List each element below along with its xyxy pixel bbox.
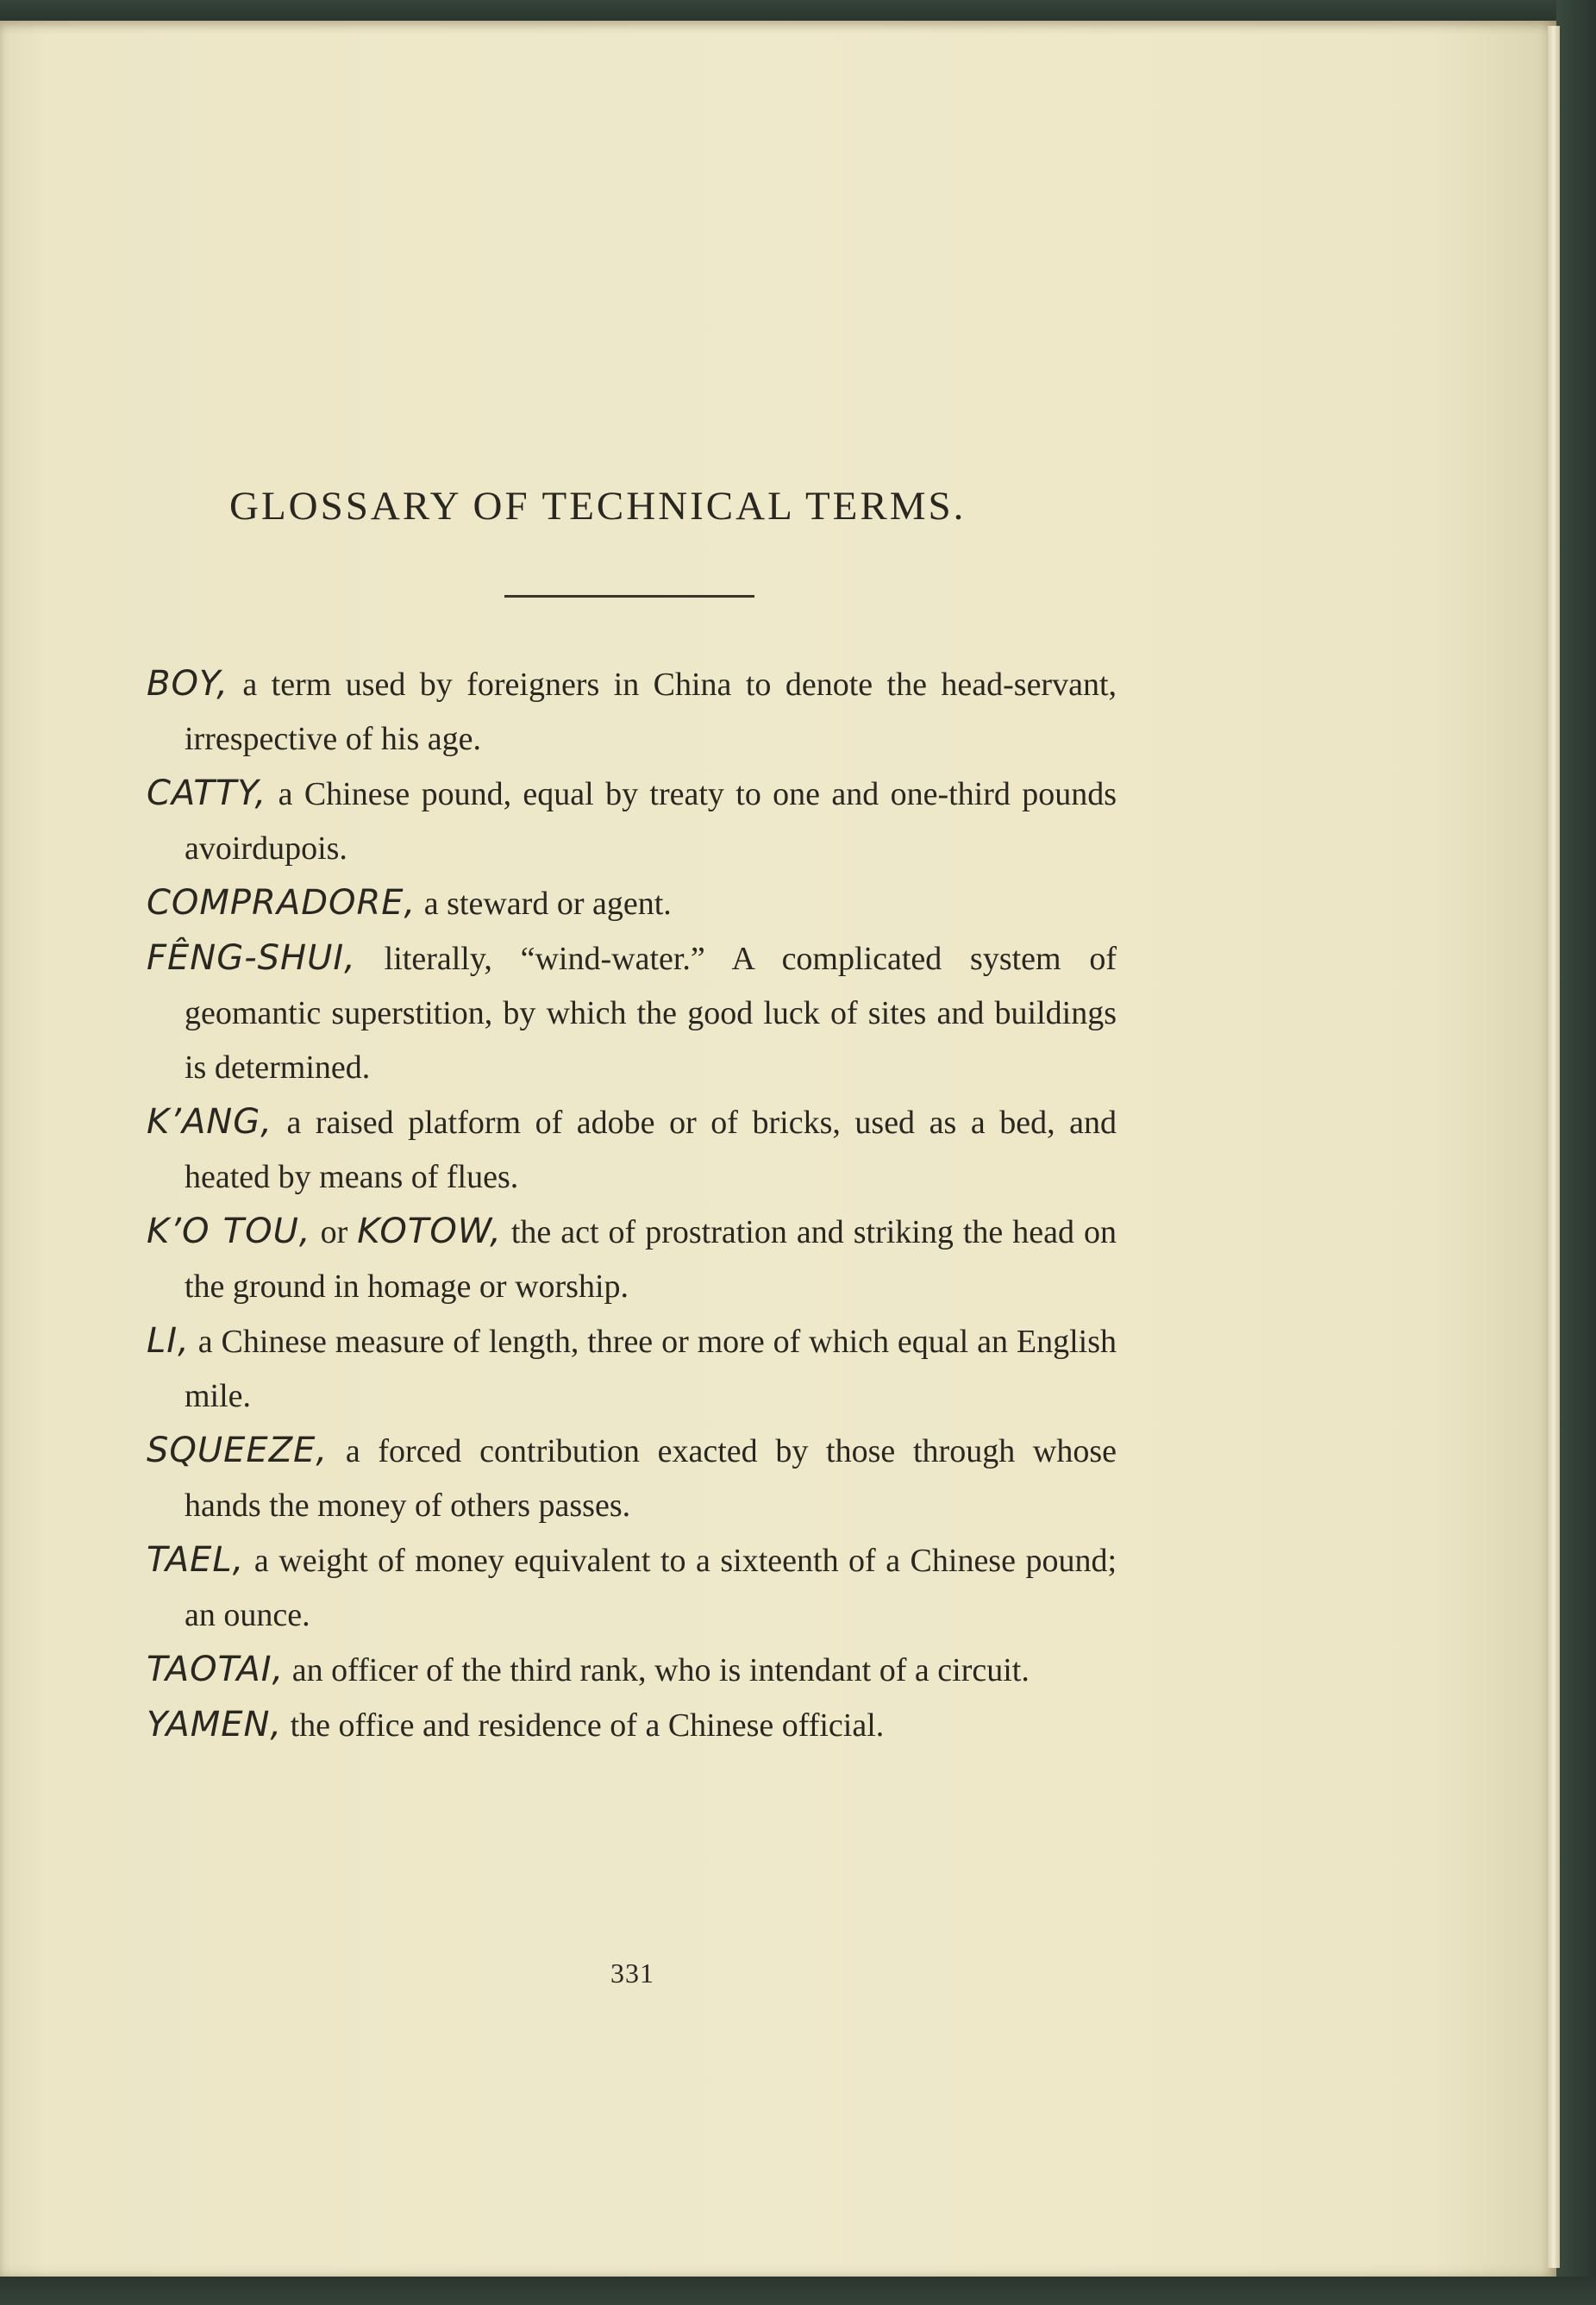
glossary-entry-boy xyxy=(147,657,1117,767)
glossary-term: YAMEN, xyxy=(147,1705,283,1744)
glossary-definition: the office and residence of a Chinese official. xyxy=(290,1707,885,1744)
page-title: GLOSSARY OF TECHNICAL TERMS. xyxy=(229,484,967,529)
glossary-term: TAOTAI, xyxy=(147,1650,285,1689)
glossary-definition: an officer of the third rank, who is intendant of a circuit. xyxy=(291,1652,1030,1688)
glossary-entry-squeeze xyxy=(147,1424,1117,1533)
glossary-connector: or xyxy=(320,1214,348,1250)
book-cover-top xyxy=(0,0,1596,21)
glossary-term: FÊNG-SHUI, xyxy=(147,938,356,978)
glossary-term: TAEL, xyxy=(147,1540,245,1580)
glossary-term: COMPRADORE, xyxy=(147,883,416,923)
glossary-term: SQUEEZE, xyxy=(147,1431,329,1470)
glossary-term: CATTY, xyxy=(147,774,267,813)
glossary-list xyxy=(147,657,1117,1753)
glossary-definition: a Chinese measure of length, three or more of which equal an English mile. xyxy=(185,1324,1117,1414)
glossary-entry-feng-shui xyxy=(147,931,1117,1095)
glossary-definition: a raised platform of adobe or of bricks, used as a bed, and heated by means of flues. xyxy=(185,1105,1117,1195)
glossary-entry-li xyxy=(147,1314,1117,1424)
glossary-entry-compradore xyxy=(147,876,1117,931)
glossary-entry-ko-tou xyxy=(147,1205,1117,1314)
book-cover-right xyxy=(1556,0,1596,2305)
page-number: 331 xyxy=(610,1957,654,1989)
glossary-definition: a forced contribution exacted by those through whose hands the money of others passes. xyxy=(185,1433,1117,1524)
glossary-definition: a steward or agent. xyxy=(423,886,672,922)
glossary-term: BOY, xyxy=(147,664,228,704)
glossary-term-alt: KOTOW, xyxy=(357,1212,502,1251)
glossary-term: K’ANG, xyxy=(147,1102,272,1142)
glossary-definition: literally, “wind-water.” A complicated system of geomantic superstition, by which the good luck of sites and buildings is determined. xyxy=(185,941,1117,1086)
glossary-entry-tael xyxy=(147,1533,1117,1643)
glossary-definition: a Chinese pound, equal by treaty to one and one-third pounds avoirdupois. xyxy=(185,776,1117,867)
page-edge xyxy=(1548,26,1560,2268)
glossary-entry-kang xyxy=(147,1095,1117,1205)
glossary-term: LI, xyxy=(147,1321,190,1361)
title-rule xyxy=(504,595,754,598)
glossary-definition: a weight of money equivalent to a sixteenth of a Chinese pound; an ounce. xyxy=(185,1543,1117,1633)
glossary-entry-yamen xyxy=(147,1698,1117,1753)
glossary-term: K’O TOU, xyxy=(147,1212,311,1251)
glossary-definition: the act of prostration and striking the head on the ground in homage or worship. xyxy=(185,1214,1117,1305)
glossary-entry-catty xyxy=(147,767,1117,876)
glossary-definition: a term used by foreigners in China to denote the head-servant, irrespective of his age. xyxy=(185,667,1117,757)
glossary-entry-taotai xyxy=(147,1643,1117,1698)
book-cover-bottom xyxy=(0,2277,1596,2305)
